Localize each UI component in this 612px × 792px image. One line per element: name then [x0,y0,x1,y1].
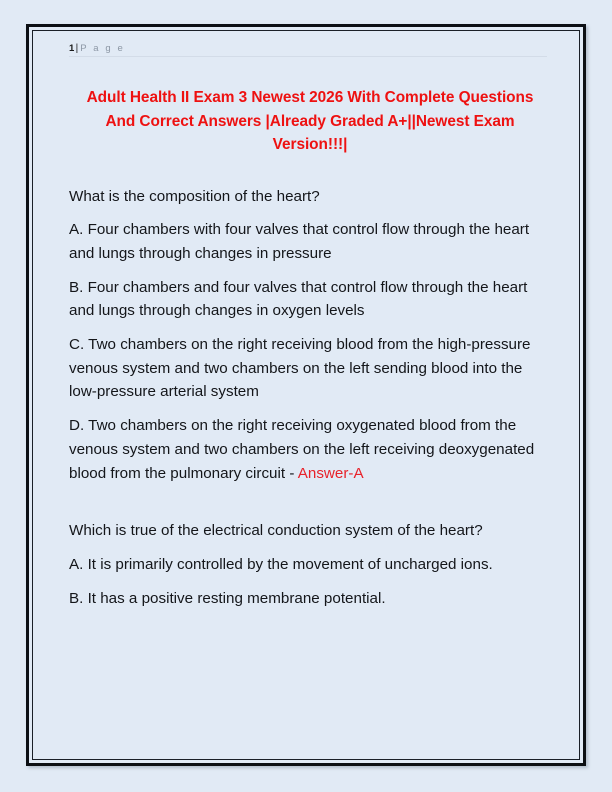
header-divider [69,56,547,57]
option-text: D. Two chambers on the right receiving oxygenated blood from the venous system and two chambers on the left receiving deoxygenated blood from the pulmonary circuit - [69,417,535,482]
question-block [69,185,553,486]
option-item: A. It is primarily controlled by the movement of uncharged ions. [69,555,493,573]
question-block [69,519,553,610]
question-text: What is the composition of the heart? [69,187,320,205]
page-header-separator: | [75,43,79,54]
option-item: A. Four chambers with four valves that control flow through the heart and lungs through changes in pressure [69,221,530,262]
page-header-label: P a g e [80,43,125,54]
option-item: C. Two chambers on the right receiving blood from the high-pressure venous system and two chambers on the left sending blood into the low-pressure arterial system [69,336,531,401]
document-page-frame [26,24,586,766]
answer-label: Answer-A [297,464,364,482]
option-item: B. It has a positive resting membrane potential. [69,589,386,607]
question-text: Which is true of the electrical conduction system of the heart? [69,522,483,540]
page-header [69,35,553,62]
option-item-with-answer [69,414,549,485]
document-title: Adult Health II Exam 3 Newest 2026 With Complete Questions And Correct Answers |Already Graded A+||Newest Exam Version!!!| [86,89,534,153]
document-body [69,185,553,611]
page-number: 1 [69,43,75,54]
document-page-content [29,27,583,763]
block-spacer [69,485,553,519]
option-item: B. Four chambers and four valves that control flow through the heart and lungs through changes in oxygen levels [69,278,528,320]
